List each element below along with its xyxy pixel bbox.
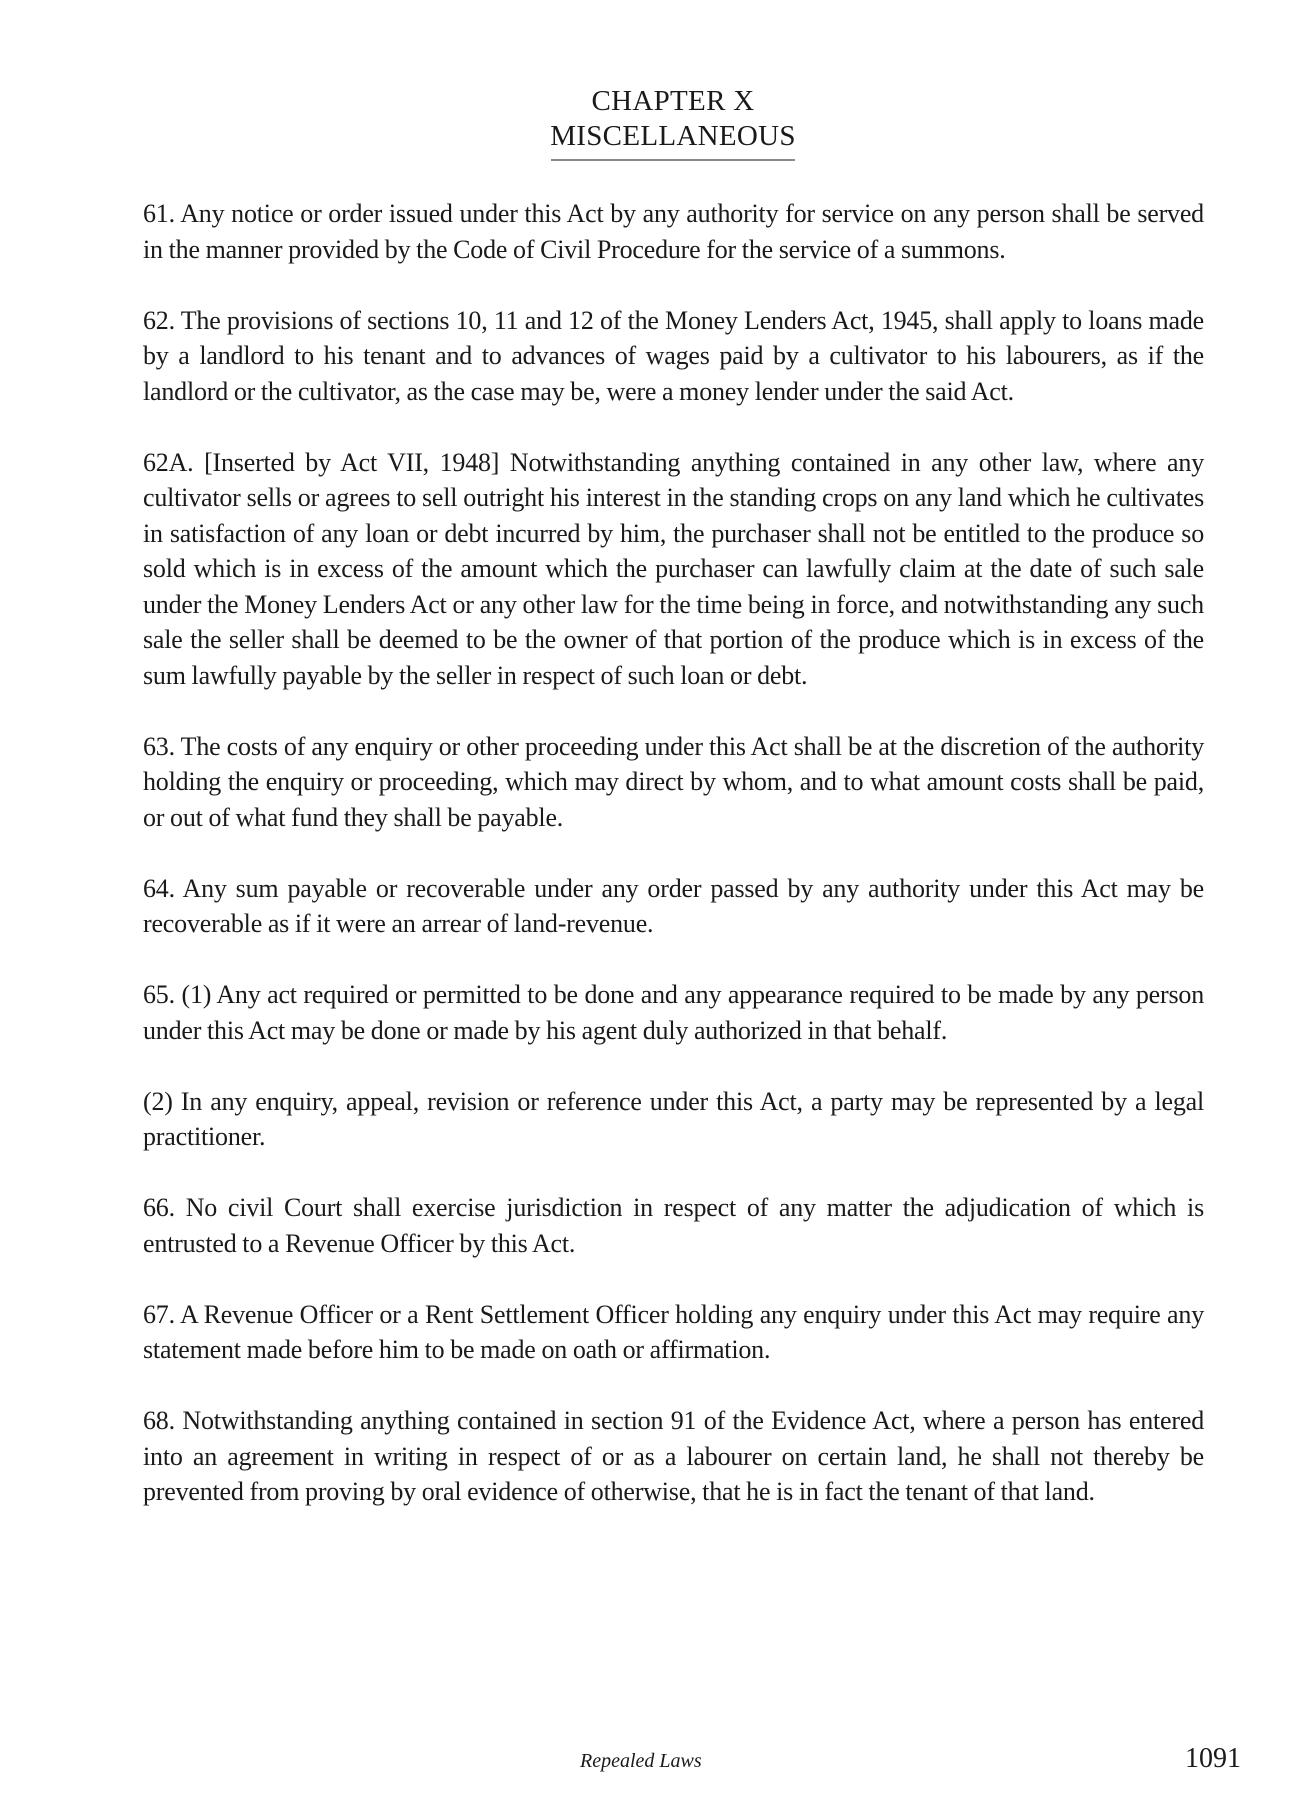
heading-underline-rule <box>551 159 795 161</box>
section-65-2: (2) In any enquiry, appeal, revision or reference under this Act, a party may be represented by a legal practitioner. <box>143 1086 1204 1151</box>
section-65-1: 65. (1) Any act required or permitted to be done and any appearance required to be made by any person under this Act may be done or made by his agent duly authorized in that behalf. <box>143 980 1204 1045</box>
section-66: 66. No civil Court shall exercise jurisdiction in respect of any matter the adjudication of which is entrusted to a Revenue Officer by this Act. <box>143 1193 1204 1258</box>
section-63: 63. The costs of any enquiry or other proceeding under this Act shall be at the discretion of the authority holding the enquiry or proceeding, which may direct by whom, and to what amount costs shall be paid, or out of what fund they shall be payable. <box>143 731 1204 832</box>
running-footer-title: Repealed Laws <box>580 1750 702 1772</box>
page-number: 1091 <box>1185 1743 1241 1774</box>
section-62a: 62A. [Inserted by Act VII, 1948] Notwithstanding anything contained in any other law, where any cultivator sells or agrees to sell outright his interest in the standing crops on any land which he cultivates in satisfaction of any loan or debt incurred by him, the purchaser shall not be entitled to the produce so sold which is in excess of the amount which the purchaser can lawfully claim at the date of such sale under the Money Lenders Act or any other law for the time being in force, and notwithstanding any such sale the seller shall be deemed to be the owner of that portion of the produce which is in excess of the sum lawfully payable by the seller in respect of such loan or debt. <box>143 447 1204 690</box>
section-64: 64. Any sum payable or recoverable under any order passed by any authority under this Act may be recoverable as if it were an arrear of land-revenue. <box>143 873 1204 938</box>
chapter-number: CHAPTER X <box>591 85 755 117</box>
chapter-heading <box>0 84 1296 161</box>
section-62: 62. The provisions of sections 10, 11 and 12 of the Money Lenders Act, 1945, shall apply to loans made by a landlord to his tenant and to advances of wages paid by a cultivator to his labourers, as if the landlord or the cultivator, as the case may be, were a money lender under the said Act. <box>143 305 1204 406</box>
section-61: 61. Any notice or order issued under this Act by any authority for service on any person shall be served in the manner provided by the Code of Civil Procedure for the service of a summons. <box>143 199 1204 264</box>
body-text <box>143 196 1204 1545</box>
section-67: 67. A Revenue Officer or a Rent Settlement Officer holding any enquiry under this Act may require any statement made before him to be made on oath or affirmation. <box>143 1299 1204 1364</box>
section-68: 68. Notwithstanding anything contained in section 91 of the Evidence Act, where a person has entered into an agreement in writing in respect of or as a labourer on certain land, he shall not thereby be prevented from proving by oral evidence of otherwise, that he is in fact the tenant of that land. <box>143 1406 1204 1506</box>
chapter-title: MISCELLANEOUS <box>550 120 796 152</box>
